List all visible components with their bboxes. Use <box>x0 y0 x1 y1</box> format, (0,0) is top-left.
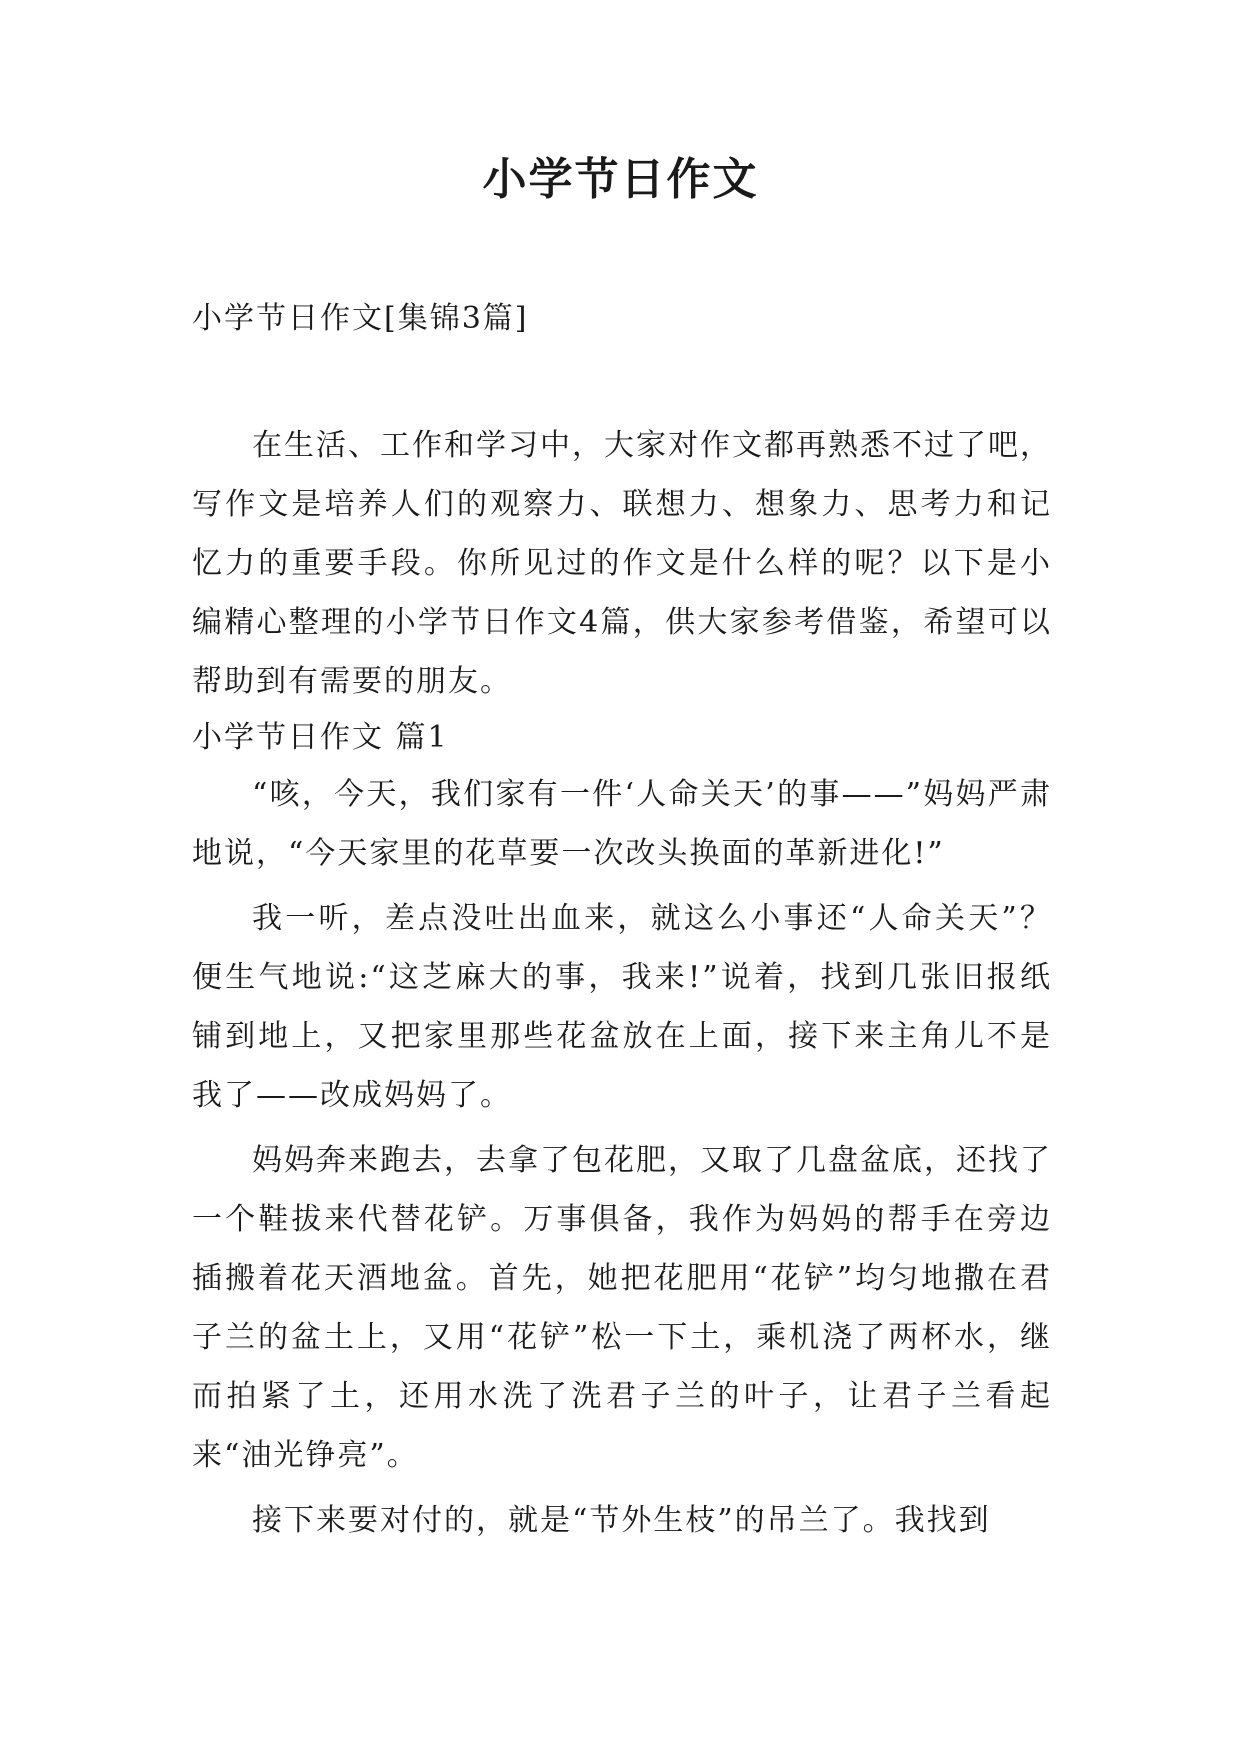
spacer <box>192 348 1052 416</box>
body-paragraph-2: 我一听，差点没吐出血来，就这么小事还“人命关天”？便生气地说:“这芝麻大的事，我来!”说着，找到几张旧报纸铺到地上，又把家里那些花盆放在上面，接下来主角儿不是我了——改成妈妈了。 <box>192 901 1052 1113</box>
body-paragraph-3: 妈妈奔来跑去，去拿了包花肥，又取了几盘盆底，还找了一个鞋拔来代替花铲。万事俱备，我作为妈妈的帮手在旁边插搬着花天酒地盆。首先，她把花肥用“花铲”均匀地撒在君子兰的盆土上，又用“花铲”松一下土，乘机浇了两杯水，继而拍紧了土，还用水洗了洗君子兰的叶子，让君子兰看起来“油光铮亮”。 <box>192 1143 1052 1473</box>
body-paragraph-4: 接下来要对付的，就是“节外生枝”的吊兰了。我找到 <box>252 1503 991 1538</box>
document-body <box>192 290 1052 1550</box>
intro-paragraph: 在生活、工作和学习中，大家对作文都再熟悉不过了吧，写作文是培养人们的观察力、联想力、想象力、思考力和记忆力的重要手段。你所见过的作文是什么样的呢？以下是小编精心整理的小学节日作文4篇，供大家参考借鉴，希望可以帮助到有需要的朋友。 <box>192 428 1052 699</box>
body-paragraph-1: “咳，今天，我们家有一件‘人命关天’的事——”妈妈严肃地说，“今天家里的花草要一次改头换面的革新进化!” <box>192 777 1052 871</box>
section-heading: 小学节日作文 篇1 <box>192 720 449 755</box>
document-subtitle: 小学节日作文[集锦3篇] <box>192 301 529 336</box>
document-title: 小学节日作文 <box>482 154 759 205</box>
